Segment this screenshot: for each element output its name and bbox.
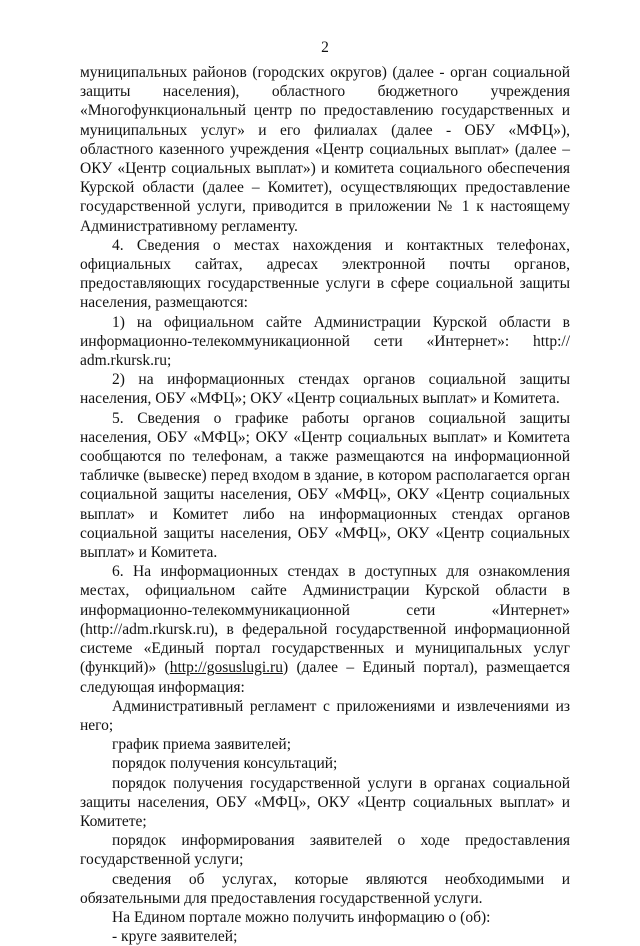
gosuslugi-link[interactable]: http://gosuslugi.ru — [169, 659, 283, 677]
list-item-applicants: - круге заявителей; — [112, 928, 238, 946]
paragraph-item-5: 5. Сведения о графике работы органов социальной защиты населения, ОБУ «МФЦ»; ОКУ «Центр социальных выплат» и Комитета сообщаются по телефонам, а также размещаются на информационной табличке (вывеске) перед входом в здание, в котором располагается орган социальной защиты населения, ОБУ «МФЦ», ОКУ «Центр социальных выплат» и Комитет либо на информационных стендах органов социальной защиты населения, ОБУ «МФЦ», ОКУ «Центр социальных выплат» и Комитета. — [80, 409, 570, 562]
list-item-service-procedure: порядок получения государственной услуги в органах социальной защиты населения, ОБУ «МФЦ», ОКУ «Центр социальных выплат» и Комитете; — [80, 774, 570, 830]
paragraph-item-6: 6. На информационных стендах в доступных для ознакомления местах, официальном сайте Администрации Курской области в информационно-телекоммуникационной сети «Интернет» (http://adm.rkursk.ru), в федеральной государственной информационной системе «Единый портал государственных и муниципальных услуг (функций)» (http://gosuslugi.ru) (далее – Единый портал), размещается следующая информация: — [80, 563, 570, 696]
paragraph-portal-info: На Едином портале можно получить информацию о (об): — [112, 908, 491, 926]
paragraph-subitem-1: 1) на официальном сайте Администрации Курской области в информационно-телекоммуникационной сети «Интернет»: http:// adm.rkursk.ru; — [80, 313, 570, 370]
list-item-regulation: Административный регламент с приложениями и извлечениями из него; — [80, 697, 570, 734]
list-item-required-services: сведения об услугах, которые являются необходимыми и обязательными для предоставления государственной услуги. — [80, 870, 570, 907]
paragraph-subitem-2: 2) на информационных стендах органов социальной защиты населения, ОБУ «МФЦ»; ОКУ «Центр социальных выплат» и Комитета. — [80, 371, 570, 408]
paragraph-item-4: 4. Сведения о местах нахождения и контактных телефонах, официальных сайтах, адресах электронной почты органов, предоставляющих государственные услуги в сфере социальной защиты населения, размещаются: — [80, 236, 570, 312]
page-number: 2 — [321, 39, 329, 56]
paragraph-1: муниципальных районов (городских округов) (далее - орган социальной защиты населения), областного бюджетного учреждения «Многофункциональный центр по предоставлению государственных и муниципальных услуг» и его филиалах (далее - ОБУ «МФЦ»), областного казенного учреждения «Центр социальных выплат» (далее – ОКУ «Центр социальных выплат») и комитета социального обеспечения Курской области (далее – Комитет), осуществляющих предоставление государственной услуги, приводится в приложении № 1 к настоящему Административному регламенту. — [80, 64, 570, 235]
list-item-schedule: график приема заявителей; — [112, 736, 292, 754]
list-item-informing-procedure: порядок информирования заявителей о ходе предоставления государственной услуги; — [80, 832, 570, 869]
list-item-consultations: порядок получения консультаций; — [112, 755, 338, 773]
